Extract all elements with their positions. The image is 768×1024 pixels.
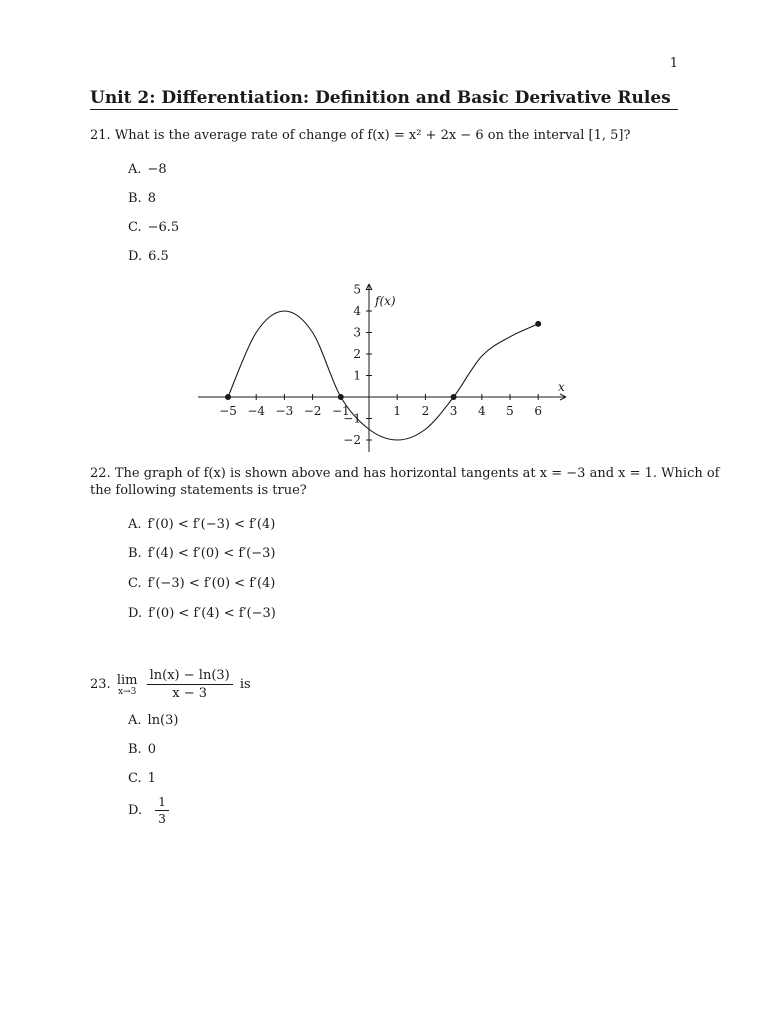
- question-number: 22.: [90, 466, 111, 481]
- data-point: [535, 321, 541, 327]
- y-axis-label: f(x): [375, 294, 396, 308]
- y-tick-label: −1: [343, 411, 361, 426]
- question-text-line1: The graph of f(x) is shown above and has horizontal tangents at x = −3 and x = 1. Which of: [114, 466, 720, 481]
- question-22-line2: the following statements is true?: [90, 483, 307, 498]
- q21-choice-a[interactable]: A. −8: [128, 162, 167, 177]
- x-tick-label: −1: [331, 404, 350, 418]
- x-axis-label: x: [558, 380, 565, 394]
- x-tick-label: −5: [219, 404, 237, 418]
- q23-choice-b[interactable]: B. 0: [128, 742, 156, 757]
- y-tick-label: 1: [353, 368, 361, 383]
- q21-choice-b[interactable]: B. 8: [128, 191, 156, 206]
- y-tick-label: 3: [353, 325, 361, 340]
- q22-choice-d[interactable]: D. f′(0) < f′(4) < f′(−3): [128, 606, 276, 621]
- x-tick-label: 6: [534, 404, 543, 418]
- y-tick-label: 5: [353, 282, 361, 297]
- question-text: What is the average rate of change of f(x) = x² + 2x − 6 on the interval [1, 5]?: [114, 128, 631, 143]
- question-number: 21.: [90, 128, 111, 143]
- x-tick-label: −3: [275, 404, 294, 418]
- x-tick-label: 5: [506, 404, 514, 418]
- limit-operator: lim x→3: [116, 672, 138, 697]
- points: [225, 321, 541, 400]
- question-suffix: is: [239, 677, 251, 692]
- data-point: [338, 394, 344, 400]
- data-point: [225, 394, 231, 400]
- x-tick-label: 4: [477, 404, 486, 418]
- x-tick-label: 3: [449, 404, 458, 418]
- x-tick-label: 2: [421, 404, 430, 418]
- q21-choice-d[interactable]: D. 6.5: [128, 249, 169, 264]
- y-tick-label: 4: [353, 304, 361, 318]
- q23-choice-d[interactable]: D. $\frac{1}{3}$: [128, 795, 172, 826]
- series-line-f: [228, 311, 538, 440]
- q22-choice-b[interactable]: B. f′(4) < f′(0) < f′(−3): [128, 546, 276, 561]
- q23-choice-a[interactable]: A. ln(3): [128, 713, 179, 728]
- q21-choice-c[interactable]: C. −6.5: [128, 220, 180, 235]
- y-tick-label: 2: [353, 347, 361, 361]
- q23-choice-c[interactable]: C. 1: [128, 771, 156, 786]
- question-number: 23.: [90, 677, 111, 692]
- page-title: Unit 2: Differentiation: Definition and Basic Derivative Rules: [90, 88, 671, 108]
- limit-fraction: $\frac{\ln(x) - \ln(3)}{x - 3}$: [147, 668, 233, 701]
- q22-choice-a[interactable]: A. f′(0) < f′(−3) < f′(4): [128, 517, 276, 532]
- q22-choice-c[interactable]: C. f′(−3) < f′(0) < f′(4): [128, 576, 276, 591]
- data-point: [451, 394, 457, 400]
- axes: [198, 284, 566, 452]
- function-graph: [0, 0, 768, 470]
- page-number: 1: [669, 56, 678, 71]
- x-tick-label: 1: [393, 404, 402, 418]
- y-tick-label: −2: [343, 433, 361, 447]
- x-tick-label: −4: [247, 404, 266, 418]
- question-22: [90, 465, 720, 483]
- question-23: [90, 668, 251, 701]
- x-tick-label: −2: [303, 404, 322, 418]
